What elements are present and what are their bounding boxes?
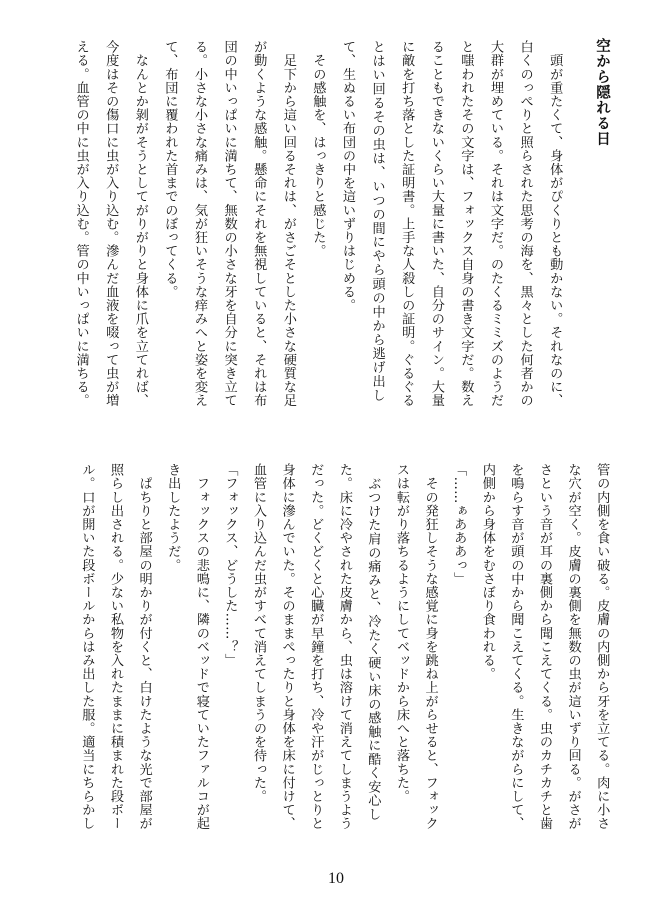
text-column: 今度はその傷口に虫が入り込む。滲んだ血液を啜って虫が増 <box>103 40 119 408</box>
text-column: に敵を打ち落とした証明書。上手な人殺しの証明。ぐるぐる <box>399 40 415 408</box>
text-column: その発狂しそうな感覚に身を跳ね上がらせると、フォック <box>422 463 438 831</box>
text-column: た。床に冷やされた皮膚から、虫は溶けて消えてしまうよう <box>336 463 352 831</box>
text-column: ぶつけた肩の痛みと、冷たく硬い床の感触に酷く安心し <box>365 463 381 821</box>
chapter-title: 空から隠れる日 <box>594 38 610 147</box>
text-column: 血管に入り込んだ虫がすべて消えてしまうのを待った。 <box>251 463 266 803</box>
text-column: 「……ぁあああっ」 <box>451 463 467 586</box>
page-number: 10 <box>328 870 344 887</box>
text-column: が動くような感触。懸命にそれを無視していると、それは布 <box>251 40 267 408</box>
text-column: 足下から這い回るそれは、がさごそとした小さな硬質な足 <box>280 40 296 408</box>
text-column: なんとか剝がそうとしてがりがりと身体に爪を立てれば、 <box>132 40 148 408</box>
text-column: 管の内側を食い破る。皮膚の内側から牙を立てる。肉に小さ <box>594 463 610 831</box>
text-column: を鳴らす音が頭の中から聞こえてくる。生きながらにして、 <box>508 463 524 831</box>
text-column: だった。どくどくと心臓が早鐘を打ち、冷や汗がじっとりと <box>308 463 324 831</box>
text-column: その感触を、はっきりと感じた。 <box>310 40 326 258</box>
text-column: な穴が空く。皮膚の裏側を無数の虫が這いずり回る。がさが <box>565 463 581 831</box>
text-column: ル。口が開いた段ボールからはみ出した服。適当にちらかし <box>79 463 95 831</box>
text-column: える。血管の中に虫が入り込む。管の中いっぱいに満ちる。 <box>73 40 89 408</box>
text-column: 「フォックス、どうした……？」 <box>222 463 238 667</box>
text-column: 照らし出される。少ない私物を入れたままに積まれた段ボー <box>108 463 123 831</box>
text-column: 頭が重たくて、身体がぴくりとも動かない。それなのに、 <box>547 40 563 408</box>
text-column: とはい回るその虫は、いつの間にやら頭の中から逃げ出し <box>369 40 385 402</box>
text-column: る。小さな小さな痛みは、気が狂いそうな痒みへと姿を変え <box>192 40 207 408</box>
text-column: 大群が埋めている。それは文字だ。のたくるミミズのようだ <box>488 40 503 408</box>
text-column: 団の中いっぱいに満ちて、無数の小さな牙を自分に突き立て <box>221 40 237 408</box>
text-column: て、布団に覆われた首までのぼってくる。 <box>162 40 178 299</box>
text-column: フォックスの悲鳴に、隣のベッドで寝ていたファルコが起 <box>193 463 209 831</box>
text-column: 内側から身体をむさぼり食われる。 <box>479 463 495 681</box>
text-column: き出したようだ。 <box>165 463 181 572</box>
text-column: スは転がり落ちるようにしてベッドから床へと落ちた。 <box>394 463 409 803</box>
text-column: て、生ぬるい布団の中を這いずりはじめる。 <box>340 40 355 312</box>
text-column: ぱちりと部屋の明かりが付くと、白けたような光で部屋が <box>136 463 152 831</box>
text-column: ることもできないくらい大量に書いた、自分のサイン。大量 <box>428 40 444 408</box>
text-column: 白くのっぺりと照らされた思考の海を、黒々とした何者かの <box>517 40 533 408</box>
text-column: 身体に滲んでいた。そのままぺったりと身体を床に付けて、 <box>279 463 295 831</box>
text-column: と嗤われたその文字は、フォックス自身の書き文字だ。数え <box>458 40 474 408</box>
text-column: さという音が耳の裏側から聞こえてくる。虫のカチカチと歯 <box>537 463 552 831</box>
